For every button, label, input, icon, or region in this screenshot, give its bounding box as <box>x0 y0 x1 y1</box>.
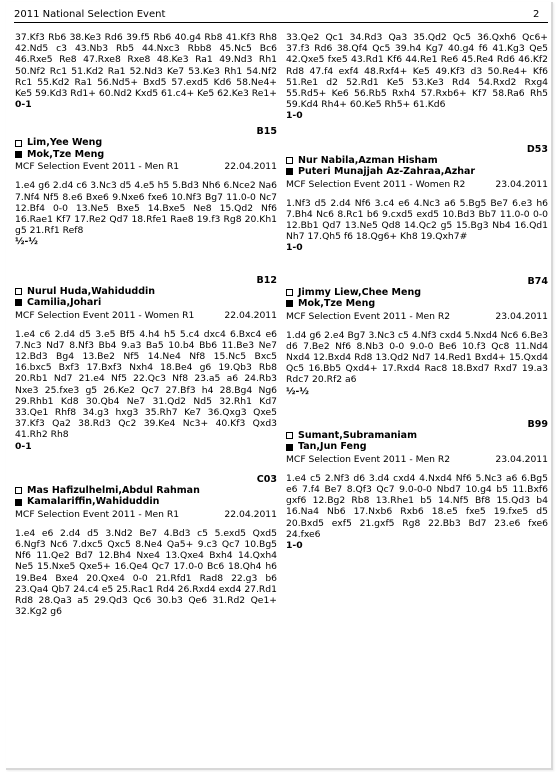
black-player <box>15 496 277 508</box>
game-moves: 37.Kf3 Rb6 38.Ke3 Rd6 39.f5 Rb6 40.g4 Rb8 41.Kf3 Rh8 42.Nd5 c3 43.Nb3 Rb5 44.Nxc3 Rbb8 45.Nc5 Bc6 46.Rxe5 Re8 47.Rxe8 Rxe8 48.Ke3 Ra1 49.Nd3 Rh1 50.Nf2 Rc1 51.Kd2 Ra1 52.Nd3 Ke7 53.Ke3 Rh1 54.Nf2 Rc1 55.Kd2 Ra1 56.Nd5+ Bxd5 57.exd5 Kd6 58.Ne4+ Ke5 59.Kd3 Rd1+ 60.Nd2 Kxd5 61.c4+ Ke5 62.Ke3 Re1+ <box>15 32 277 100</box>
event-name: MCF Selection Event 2011 - Men R1 <box>15 508 180 520</box>
game-moves: 1.d4 g6 2.e4 Bg7 3.Nc3 c5 4.Nf3 cxd4 5.Nxd4 Nc6 6.Be3 d6 7.Be2 Nf6 8.Nb3 0-0 9.0-0 Be6 10.f3 Qc8 11.Nd4 Nxd4 12.Bxd4 Rd8 13.Qd2 Nd7 14.Red1 Bxd4+ 15.Qxd4 Qc5 16.Bb5 Qxd4+ 17.Rxd4 Rac8 18.Bxd7 Rxd7 19.a3 Rdc7 20.Rf2 a6 <box>286 329 548 386</box>
event-line <box>15 161 277 173</box>
eco-code: B74 <box>527 275 548 287</box>
white-player-name: Jimmy Liew,Chee Meng <box>298 286 422 298</box>
black-square-icon <box>286 300 293 307</box>
event-line <box>286 179 548 191</box>
game-moves: 1.e4 c6 2.d4 d5 3.e5 Bf5 4.h4 h5 5.c4 dxc4 6.Bxc4 e6 7.Nc3 Nd7 8.Nf3 Bb4 9.a3 Ba5 10.b4 Bb6 11.Be3 Ne7 12.Bd3 Bg4 13.Be2 Nf5 14.Ne4 Nf8 15.Nc5 Bxc5 16.bxc5 Bxf3 17.Bxf3 Nxh4 18.Be4 g6 19.Qb3 Rb8 20.Rb1 Nd7 21.e4 Nf5 22.Qc3 Nf8 23.a5 a6 24.Rb3 Nxe3 25.fxe3 g5 26.Ke2 Qc7 27.Bf3 h4 28.Bg4 Ng6 29.Rhb1 Kd8 30.Qb4 Ne7 31.Qd2 Nd5 32.Rh1 Kd7 33.Qe1 Rhf8 34.g3 hxg3 35.Rh7 Ke7 36.Qxg3 Qxe5 37.Kf3 Qa2 38.Rd3 Qc2 39.Ke4 Nc3+ 40.Kf3 Qxd3 41.Rh2 Rh8 <box>15 328 277 441</box>
event-line <box>15 310 277 322</box>
game-moves: 1.e4 e6 2.d4 d5 3.Nd2 Be7 4.Bd3 c5 5.exd5 Qxd5 6.Ngf3 Nc6 7.dxc5 Qxc5 8.Ne4 Qa5+ 9.c3 Qc7 10.Bg5 Nf6 11.Qe2 Bd7 12.Bh4 Nxe4 13.Qxe4 Bxh4 14.Qxh4 Ne5 15.Nxe5 Qxe5+ 16.Qe4 Qc7 17.0-0 Bc6 18.Qh4 h6 19.Be4 Bxe4 20.Qxe4 0-0 21.Rfd1 Rad8 22.g3 b6 23.Qa4 Qb7 24.c4 e5 25.Rac1 Rd4 26.Rxd4 exd4 27.Rd1 Rd8 28.Qa3 a5 29.Qd3 Qc6 30.b3 Qe6 31.Rd2 Qe1+ 32.Kg2 g6 <box>15 527 277 618</box>
game-block <box>15 275 277 452</box>
event-line <box>286 454 548 466</box>
black-square-icon <box>15 499 22 506</box>
black-square-icon <box>15 299 22 306</box>
game-block <box>15 474 277 618</box>
black-player-name: Kamalariffin,Wahiduddin <box>27 496 160 508</box>
event-name: MCF Selection Event 2011 - Women R2 <box>286 178 466 190</box>
white-player <box>15 137 277 149</box>
event-date: 22.04.2011 <box>224 309 277 321</box>
event-date: 23.04.2011 <box>495 178 548 190</box>
eco-code: B99 <box>527 418 548 430</box>
header-title: 2011 National Selection Event <box>14 9 166 20</box>
black-player <box>286 298 548 310</box>
white-square-icon <box>15 140 22 147</box>
black-player-name: Mok,Tze Meng <box>27 148 105 160</box>
game-block <box>286 144 548 254</box>
game-result: ½-½ <box>286 385 309 397</box>
game-moves: 1.e4 c5 2.Nf3 d6 3.d4 cxd4 4.Nxd4 Nf6 5.Nc3 a6 6.Bg5 e6 7.f4 Be7 8.Qf3 Qc7 9.0-0-0 Nbd7 10.g4 b5 11.Bxf6 gxf6 12.Bg2 Rb8 13.Rhe1 b5 14.Nf5 Bf8 15.Qd3 b4 16.Na4 Nb6 17.Nxb6 Rxb6 18.e5 fxe5 19.fxe5 d5 20.Bxd5 exf5 21.gxf5 Rg8 22.Bb3 Bd7 23.e6 fxe6 24.fxe6 <box>286 472 548 540</box>
white-player-name: Sumant,Subramaniam <box>298 429 417 441</box>
event-line <box>15 509 277 521</box>
game-block <box>286 276 548 397</box>
game-moves: 1.Nf3 d5 2.d4 Nf6 3.c4 e6 4.Nc3 a6 5.Bg5 Be7 6.e3 h6 7.Bh4 Nc6 8.Rc1 b6 9.cxd5 exd5 10.Bd3 Bb7 11.0-0 0-0 12.Bb1 Qd7 13.Ne5 Qd8 14.Qc2 g5 15.Bg3 Nb4 16.Qd1 Nh7 17.Qh5 f6 18.Qg6+ Kh8 19.Qxh7# <box>286 197 548 243</box>
white-square-icon <box>286 157 293 164</box>
white-player <box>15 485 277 497</box>
game-result: 1-0 <box>286 242 303 254</box>
game-moves: 1.e4 g6 2.d4 c6 3.Nc3 d5 4.e5 h5 5.Bd3 Nh6 6.Nce2 Na6 7.Nf4 Nf5 8.e6 Bxe6 9.Nxe6 fxe6 10.Nf3 Bg7 11.0-0 Nc7 12.Bf4 0-0 13.Ne5 Bxe5 14.Bxe5 Ne8 15.Qd2 Nf6 16.Rae1 Kf7 17.Re2 Qd7 18.Rfe1 Rae8 19.f3 Rg8 20.Kh1 g5 21.Rf1 Ref8 <box>15 180 277 237</box>
white-player-name: Nurul Huda,Wahiduddin <box>27 285 156 297</box>
white-player-name: Lim,Yee Weng <box>27 137 103 149</box>
black-square-icon <box>286 168 293 175</box>
event-date: 22.04.2011 <box>224 508 277 520</box>
game-block <box>15 126 277 247</box>
game-result: 1-0 <box>286 110 303 122</box>
white-player <box>286 155 548 167</box>
event-date: 23.04.2011 <box>495 310 548 322</box>
white-square-icon <box>15 487 22 494</box>
event-name: MCF Selection Event 2011 - Men R2 <box>286 310 451 322</box>
white-square-icon <box>286 432 293 439</box>
eco-code: C03 <box>256 473 277 485</box>
black-square-icon <box>15 151 22 158</box>
black-player-name: Puteri Munajjah Az-Zahraa,Azhar <box>298 166 476 178</box>
event-date: 22.04.2011 <box>224 161 277 173</box>
game-moves: 33.Qe2 Qc1 34.Rd3 Qa3 35.Qd2 Qc5 36.Qxh6 Qc6+ 37.f3 Rd6 38.Qf4 Qc5 39.h4 Kg7 40.g4 f6 41.Kg3 Qe5 42.Qxe5 fxe5 43.Rd1 Kf6 44.Re1 Re6 45.Re4 Rd6 46.Kf2 Rd8 47.f4 exf4 48.Rxf4+ Ke5 49.Kf3 d3 50.Re4+ Kf6 51.Re1 d2 52.Rd1 Ke5 53.Ke3 Rd4 54.Rxd2 Rxg4 55.Rd5+ Ke6 56.Rb5 Rxh4 57.Rxb6+ Kf7 58.Ra6 Rh5 59.Kd4 Rh4+ 60.Ke5 Rh5+ 61.Kd6 <box>286 32 548 111</box>
eco-code: D53 <box>526 143 548 155</box>
event-date: 23.04.2011 <box>495 453 548 465</box>
white-player-name: Nur Nabila,Azman Hisham <box>298 154 438 166</box>
game-result: 0-1 <box>15 99 32 111</box>
game-result: ½-½ <box>15 236 38 248</box>
header-rule <box>14 22 548 23</box>
event-line <box>286 311 548 323</box>
white-player <box>286 287 548 299</box>
eco-code: B15 <box>256 126 277 138</box>
white-square-icon <box>15 288 22 295</box>
game-result: 0-1 <box>15 440 32 452</box>
game-block <box>286 419 548 551</box>
event-name: MCF Selection Event 2011 - Men R2 <box>286 453 451 465</box>
black-player <box>15 149 277 161</box>
black-player <box>286 441 548 453</box>
black-square-icon <box>286 444 293 451</box>
black-player <box>286 166 548 178</box>
white-player-name: Mas Hafizulhelmi,Abdul Rahman <box>27 484 200 496</box>
white-square-icon <box>286 289 293 296</box>
black-player-name: Camilia,Johari <box>27 297 102 309</box>
black-player <box>15 297 277 309</box>
white-player <box>286 430 548 442</box>
game-result: 1-0 <box>286 540 303 552</box>
eco-code: B12 <box>256 274 277 286</box>
black-player-name: Tan,Jun Feng <box>298 441 367 453</box>
white-player <box>15 286 277 298</box>
page-number: 2 <box>533 9 540 20</box>
right-column <box>286 32 548 551</box>
event-name: MCF Selection Event 2011 - Men R1 <box>15 161 180 173</box>
event-name: MCF Selection Event 2011 - Women R1 <box>15 309 195 321</box>
black-player-name: Mok,Tze Meng <box>298 298 376 310</box>
left-column <box>15 32 277 618</box>
